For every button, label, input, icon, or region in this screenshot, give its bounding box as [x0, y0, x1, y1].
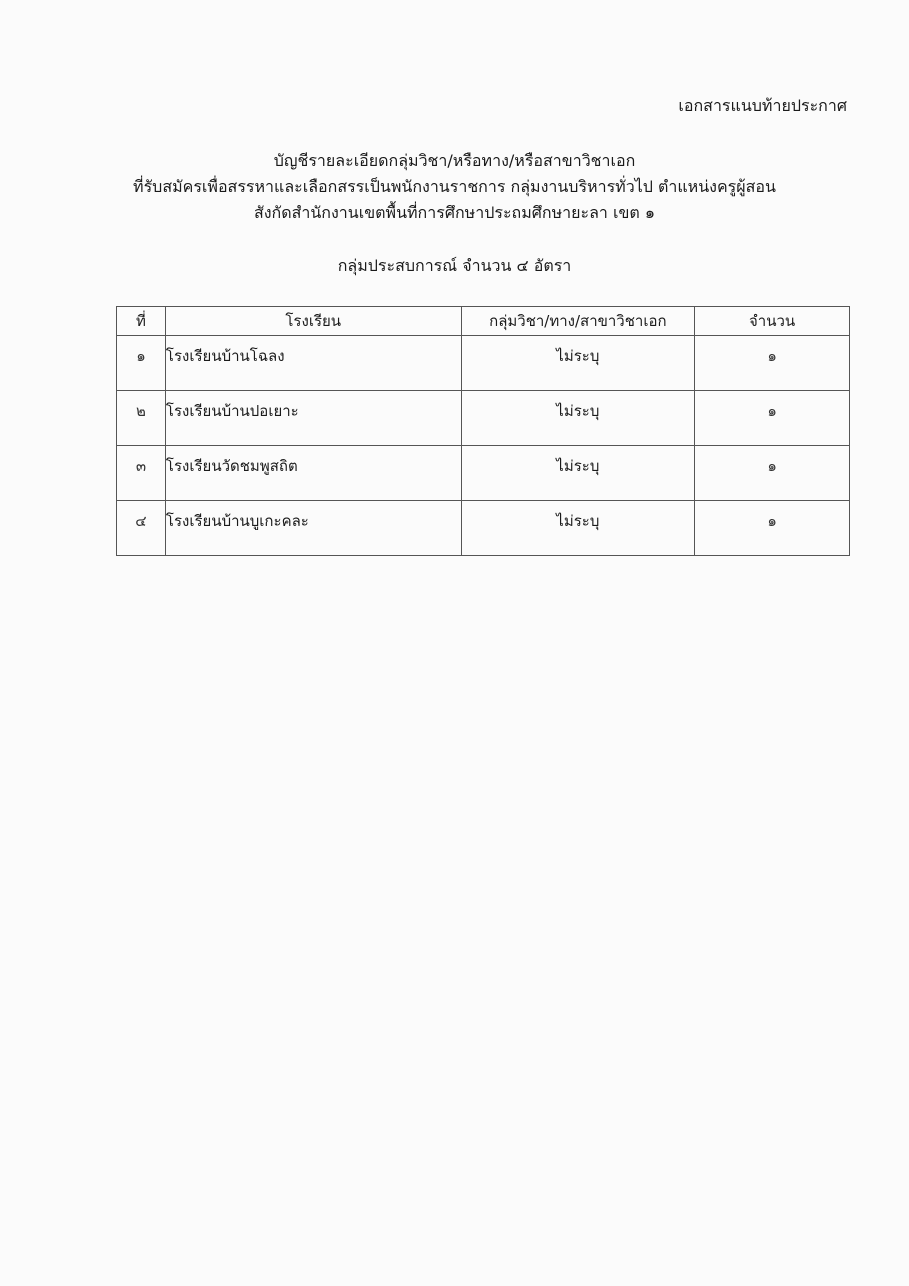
- title-line-1: บัญชีรายละเอียดกลุ่มวิชา/หรือทาง/หรือสาขาวิชาเอก: [273, 151, 636, 170]
- row-school: โรงเรียนบ้านบูเกะคละ: [165, 501, 461, 556]
- table-row: [117, 336, 850, 391]
- row-no: ๑: [117, 336, 166, 391]
- row-count: ๑: [695, 501, 850, 556]
- row-no: ๒: [117, 391, 166, 446]
- table-row: [117, 391, 850, 446]
- table-row: [117, 446, 850, 501]
- row-count: ๑: [695, 336, 850, 391]
- header-count: จำนวน: [695, 307, 850, 336]
- group-heading: กลุ่มประสบการณ์ จำนวน ๔ อัตรา: [337, 256, 572, 275]
- document-title: [0, 148, 909, 226]
- title-line-3: สังกัดสำนักงานเขตพื้นที่การศึกษาประถมศึกษายะลา เขต ๑: [253, 203, 656, 222]
- attachment-note: เอกสารแนบท้ายประกาศ: [678, 96, 847, 115]
- title-line-2: ที่รับสมัครเพื่อสรรหาและเลือกสรรเป็นพนักงานราชการ กลุ่มงานบริหารทั่วไป ตำแหน่งครูผู้สอน: [133, 177, 776, 196]
- header-no: ที่: [117, 307, 166, 336]
- row-subject: ไม่ระบุ: [461, 446, 695, 501]
- table-header-row: [117, 307, 850, 336]
- header-subject: กลุ่มวิชา/ทาง/สาขาวิชาเอก: [461, 307, 695, 336]
- row-count: ๑: [695, 446, 850, 501]
- row-subject: ไม่ระบุ: [461, 336, 695, 391]
- header-school: โรงเรียน: [165, 307, 461, 336]
- row-count: ๑: [695, 391, 850, 446]
- row-subject: ไม่ระบุ: [461, 391, 695, 446]
- row-subject: ไม่ระบุ: [461, 501, 695, 556]
- row-no: ๔: [117, 501, 166, 556]
- table-row: [117, 501, 850, 556]
- row-school: โรงเรียนบ้านปอเยาะ: [165, 391, 461, 446]
- row-school: โรงเรียนบ้านโฉลง: [165, 336, 461, 391]
- row-no: ๓: [117, 446, 166, 501]
- row-school: โรงเรียนวัดชมพูสถิต: [165, 446, 461, 501]
- positions-table: [116, 306, 850, 556]
